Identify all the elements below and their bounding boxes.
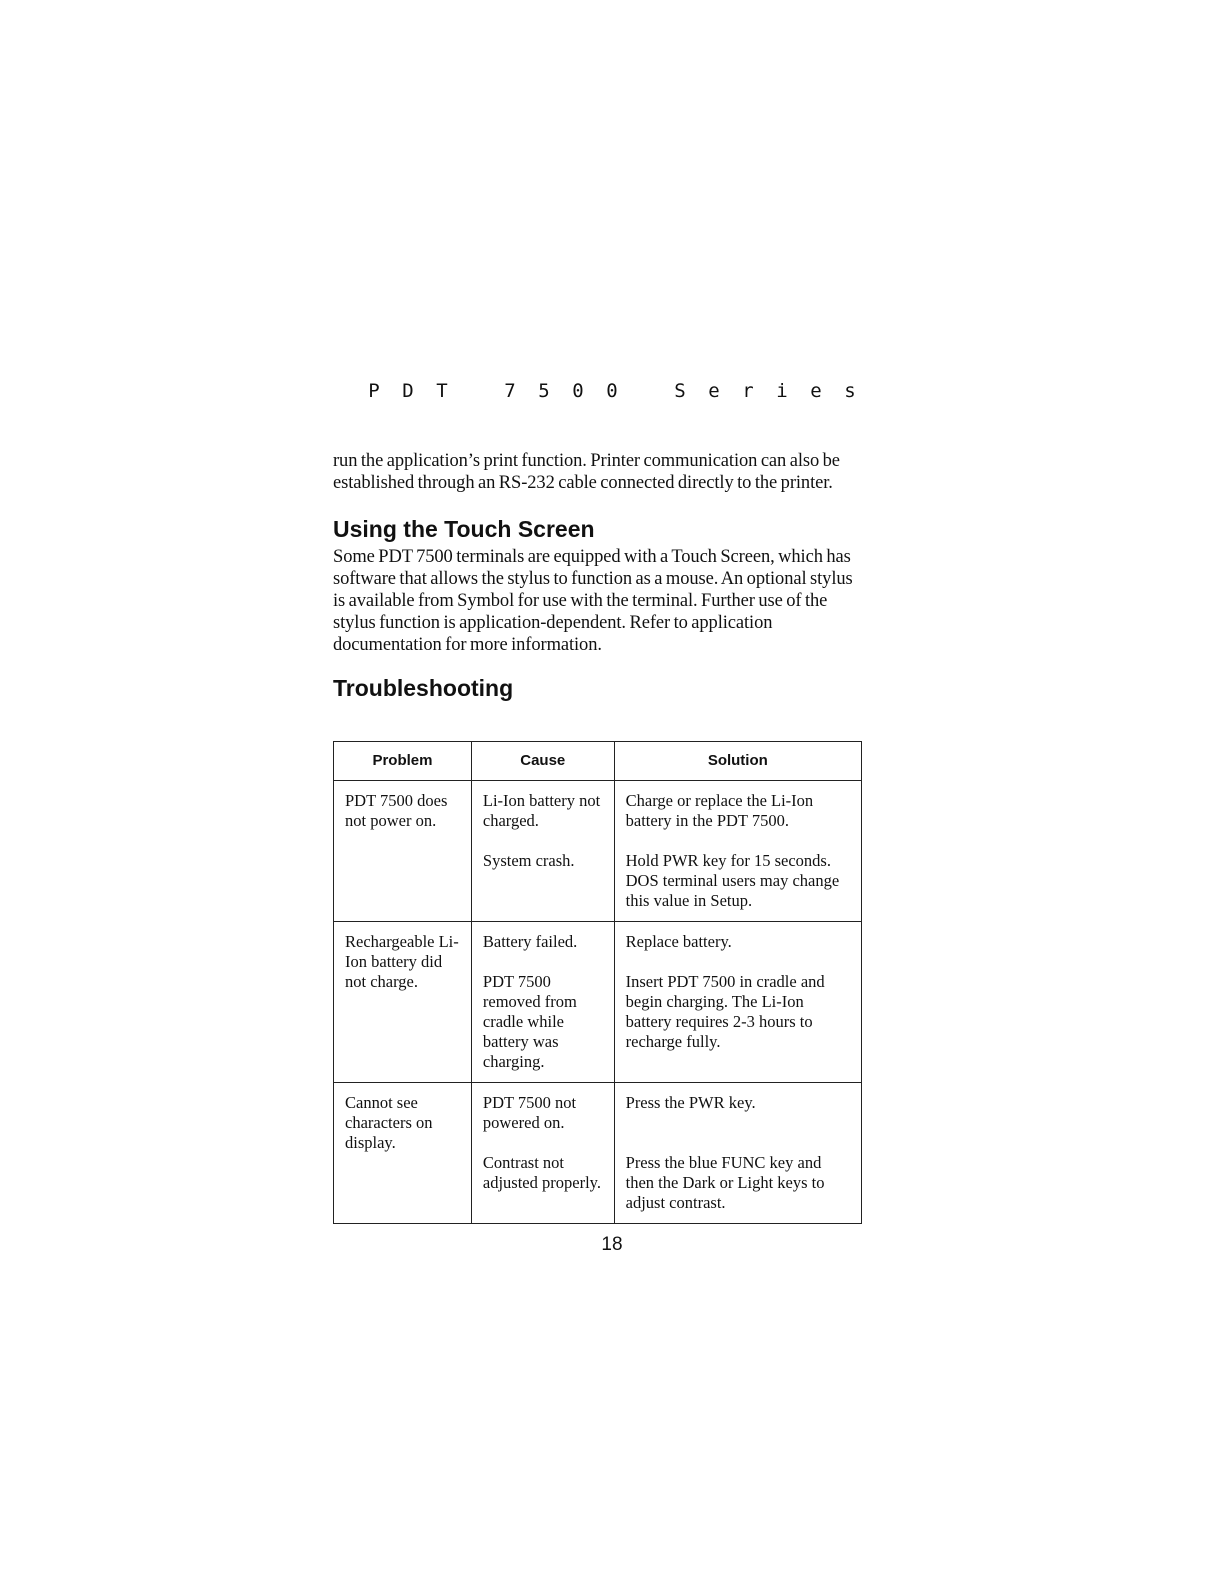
running-head-char: T bbox=[436, 380, 448, 402]
solution-cell: Hold PWR key for 15 seconds. DOS terminal users may change this value in Setup. bbox=[614, 841, 861, 922]
problem-cell: Rechargeable Li-Ion battery did not charge. bbox=[334, 922, 472, 1083]
running-head-char: s bbox=[844, 380, 856, 402]
running-head bbox=[0, 380, 1224, 402]
running-head-char: e bbox=[810, 380, 822, 402]
running-head-char: 0 bbox=[572, 380, 584, 402]
page-content bbox=[333, 450, 861, 703]
solution-cell: Replace battery. bbox=[614, 922, 861, 963]
intro-paragraph: run the application’s print function. Printer communication can also be established through an RS-232 cable connected directly to the printer. bbox=[333, 451, 840, 493]
cause-cell: Battery failed. bbox=[471, 922, 614, 963]
troubleshooting-table bbox=[333, 741, 862, 1224]
touch-screen-heading: Using the Touch Screen bbox=[333, 516, 595, 542]
running-head-char: P bbox=[368, 380, 380, 402]
table-header-row bbox=[334, 742, 862, 781]
table-row bbox=[334, 922, 862, 963]
cause-cell: Li-Ion battery not charged. bbox=[471, 781, 614, 842]
page-number: 18 bbox=[601, 1234, 623, 1255]
running-head-char: S bbox=[674, 380, 686, 402]
running-head-char: i bbox=[776, 380, 788, 402]
troubleshooting-heading: Troubleshooting bbox=[333, 675, 514, 701]
column-header-problem: Problem bbox=[334, 742, 472, 781]
table-row bbox=[334, 781, 862, 842]
column-header-solution: Solution bbox=[614, 742, 861, 781]
cause-cell: Contrast not adjusted properly. bbox=[471, 1143, 614, 1224]
running-head-char: e bbox=[708, 380, 720, 402]
touch-screen-paragraph: Some PDT 7500 terminals are equipped with a Touch Screen, which has software that allows the stylus to function as a mouse. An optional stylus is available from Symbol for use with the terminal. Further use of the stylus function is application-dependent. Refer to application documentation for more information. bbox=[333, 547, 853, 655]
running-head-char: r bbox=[742, 380, 754, 402]
running-head-char: D bbox=[402, 380, 414, 402]
cause-cell: PDT 7500 removed from cradle while battery was charging. bbox=[471, 962, 614, 1083]
column-header-cause: Cause bbox=[471, 742, 614, 781]
cause-cell: System crash. bbox=[471, 841, 614, 922]
solution-cell: Press the blue FUNC key and then the Dark or Light keys to adjust contrast. bbox=[614, 1143, 861, 1224]
table-row bbox=[334, 1083, 862, 1144]
solution-cell: Press the PWR key. bbox=[614, 1083, 861, 1144]
cause-cell: PDT 7500 not powered on. bbox=[471, 1083, 614, 1144]
problem-cell: PDT 7500 does not power on. bbox=[334, 781, 472, 922]
running-head-char: 0 bbox=[606, 380, 618, 402]
solution-cell: Insert PDT 7500 in cradle and begin charging. The Li-Ion battery requires 2-3 hours to recharge fully. bbox=[614, 962, 861, 1083]
running-head-char: 7 bbox=[504, 380, 516, 402]
problem-cell: Cannot see characters on display. bbox=[334, 1083, 472, 1224]
running-head-char: 5 bbox=[538, 380, 550, 402]
solution-cell: Charge or replace the Li-Ion battery in the PDT 7500. bbox=[614, 781, 861, 842]
